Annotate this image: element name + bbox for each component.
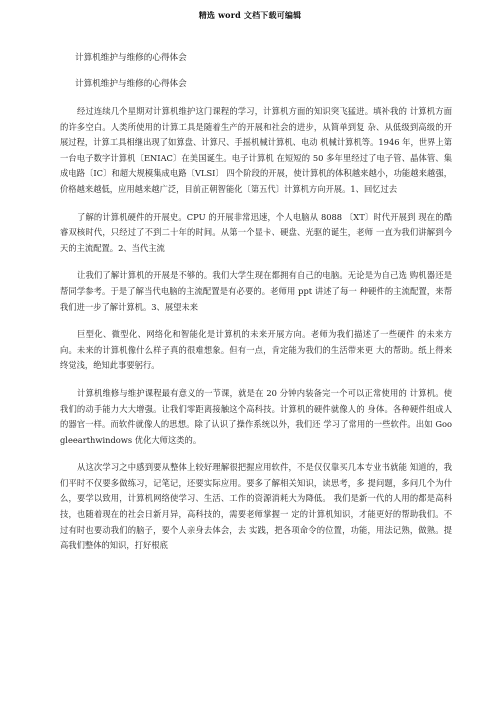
document-title: 计算机维护与维修的心得体会 [75,53,187,63]
page-header: 精选 word 文档下载可编辑 [198,10,302,20]
document-subtitle: 计算机维护与维修的心得体会 [75,79,187,89]
paragraph-3: 让我们了解计算机的开展是不够的。我们大学生现在都拥有自己的电脑。无论是为自己选 购机器还是帮同学参考。于是了解当代电脑的主流配置是有必要的。老师用 ppt 讲述了每一 种硬件的主流配置，来帮我们进一步了解计算机。3、展望未来 [60,270,452,312]
paragraph-1: 经过连续几个星期对计算机维护这门课程的学习，计算机方面的知识突飞猛进。填补我的 计算机方面的许多空白。人类所使用的计算工具是随着生产的开展和社会的进步，从简单到复 杂、从低级到高级的开展过程，计算工具相继出现了如算盘、计算尺、手摇机械计算机、电动 机械计算机等。1946 年，世界上第一台电子数字计算机〔ENIAC〕在美国诞生。电子计算机 在短短的 50 多年里经过了电子管、晶体管、集成电路〔IC〕和超大规模集成电路〔VLSI〕 四个阶段的开展，使计算机的体积越来越小，功能越来越强，价格越来越低，应用越来越广泛，目前正朝智能化〔第五代〕计算机方向开展。1、回忆过去 [60,106,452,194]
paragraph-5: 计算机维修与维护课程最有意义的一节课，就是在 20 分钟内装备完一个可以正常使用的 计算机。使我们的动手能力大大增强。让我们零距离接触这个高科技。计算机的硬件就像人的 身体。各种硬件组成人的器官一样。而软件就像人的思想。除了认识了操作系统以外，我们还 学习了常用的一些软件。出如 Googleearthwindows 优化大师这类的。 [60,387,452,445]
paragraph-2: 了解的计算机硬件的开展史。CPU 的开展非常迅速，个人电脑从 8088 〔XT〕时代开展到 现在的酷睿双核时代，只经过了不到二十年的时间。从第一个显卡、硬盘、光驱的诞生，老师 一直为我们讲解到今天的主流配置。2、当代主流 [60,211,452,253]
document-body [60,52,452,566]
paragraph-6: 从这次学习之中感到要从整体上较好理解很把握应用软件，不是仅仅靠买几本专业书就能 知道的，我们平时不仅要多做练习，记笔记，还要实际应用。要多了解相关知识，读思考，多 提问题，多问几个为什么，要学以致用，计算机网络使学习、生活、工作的资源消耗大为降低。 我们是新一代的人用的都是高科技，也随着现在的社会日新月异，高科技的，需要老师掌握一 定的计算机知识，才能更好的帮助我们。不过有时也要动我们的脑子，要个人亲身去体会，去 实践，把各项命令的位置，功能，用法记熟，做熟。提高我们整体的知识，打好根底 [60,462,452,551]
paragraph-4: 巨型化、微型化、网络化和智能化是计算机的未来开展方向。老师为我们描述了一些硬件 的未来方向。未来的计算机像什么样子真的很难想象。但有一点，肯定能为我们的生活带来更 大的帮助。纸上得来终觉浅，绝知此事要躬行。 [60,329,452,371]
